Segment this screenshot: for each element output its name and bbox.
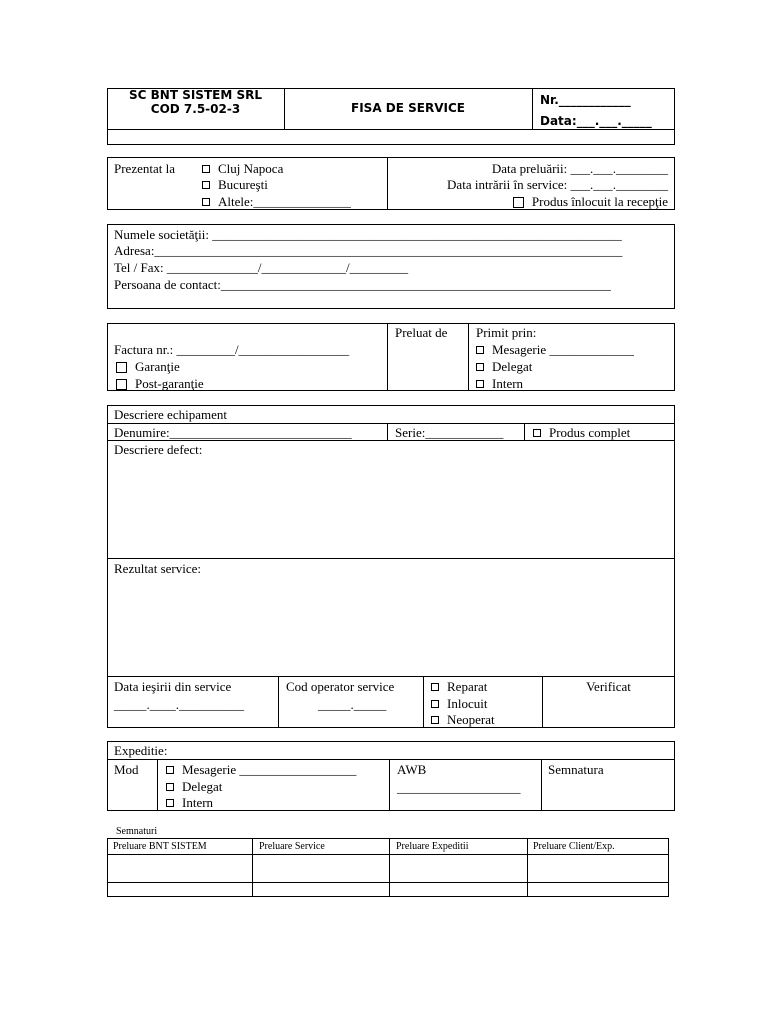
expeditie-divider bbox=[107, 759, 675, 760]
semnaturi-col-divider bbox=[527, 838, 528, 897]
tel-fax[interactable]: Tel / Fax: ______________/_____________/_________ bbox=[114, 260, 409, 275]
semnaturi-col-divider bbox=[389, 838, 390, 897]
semnaturi-divider bbox=[107, 882, 669, 883]
checkbox-icon[interactable] bbox=[476, 346, 484, 354]
primit-prin: Primit prin: bbox=[476, 325, 537, 340]
factura-divider bbox=[468, 323, 469, 391]
option-altele[interactable]: Altele:_______________ bbox=[202, 194, 351, 209]
echipament-col-divider bbox=[423, 676, 424, 728]
cod-operator-label: Cod operator service bbox=[286, 679, 395, 694]
checkbox-icon[interactable] bbox=[476, 380, 484, 388]
company-name: SC BNT SISTEM SRL bbox=[129, 88, 262, 102]
nr-field[interactable]: Nr.____________ bbox=[540, 93, 631, 107]
denumire[interactable]: Denumire:____________________________ bbox=[114, 425, 352, 440]
option-delegat[interactable]: Delegat bbox=[476, 359, 532, 374]
checkbox-icon[interactable] bbox=[202, 198, 210, 206]
checkbox-icon[interactable] bbox=[116, 362, 127, 373]
rezultat-service: Rezultat service: bbox=[114, 561, 201, 576]
checkbox-icon[interactable] bbox=[513, 197, 524, 208]
prezentat-divider bbox=[387, 157, 388, 210]
data-preluarii[interactable]: Data preluării: ___.___.________ bbox=[491, 161, 668, 176]
mod-label: Mod bbox=[114, 762, 139, 777]
awb-field[interactable]: ___________________ bbox=[397, 780, 521, 795]
echipament-col-divider bbox=[278, 676, 279, 728]
checkbox-icon[interactable] bbox=[431, 683, 439, 691]
prezentat-label: Prezentat la bbox=[114, 161, 175, 176]
expeditie-col-divider bbox=[389, 759, 390, 811]
descriere-defect: Descriere defect: bbox=[114, 442, 203, 457]
verificat: Verificat bbox=[586, 679, 631, 694]
semnaturi-col-divider bbox=[252, 838, 253, 897]
option-garantie[interactable]: Garanţie bbox=[116, 359, 180, 374]
checkbox-icon[interactable] bbox=[431, 716, 439, 724]
echipament-divider bbox=[107, 440, 675, 441]
semnaturi-col-header: Preluare Expeditii bbox=[396, 841, 469, 852]
semnatura-label: Semnatura bbox=[548, 762, 604, 777]
semnaturi-col-header: Preluare BNT SISTEM bbox=[113, 841, 207, 852]
produs-inlocuit[interactable]: Produs înlocuit la recepţie bbox=[513, 194, 668, 209]
checkbox-icon[interactable] bbox=[166, 766, 174, 774]
option-inlocuit[interactable]: Inlocuit bbox=[431, 696, 487, 711]
semnaturi-col-header: Preluare Client/Exp. bbox=[533, 841, 615, 852]
checkbox-icon[interactable] bbox=[533, 429, 541, 437]
echipament-divider bbox=[107, 676, 675, 677]
checkbox-icon[interactable] bbox=[166, 783, 174, 791]
data-iesirii-value[interactable]: _____.____.__________ bbox=[114, 697, 244, 712]
expeditie-col-divider bbox=[541, 759, 542, 811]
preluat-de: Preluat de bbox=[395, 325, 448, 340]
option-reparat[interactable]: Reparat bbox=[431, 679, 487, 694]
echipament-divider bbox=[107, 558, 675, 559]
checkbox-icon[interactable] bbox=[202, 181, 210, 189]
semnaturi-col-header: Preluare Service bbox=[259, 841, 325, 852]
data-iesirii-label: Data ieşirii din service bbox=[114, 679, 232, 694]
adresa[interactable]: Adresa:________________________________________________________________________ bbox=[114, 243, 623, 258]
checkbox-icon[interactable] bbox=[166, 799, 174, 807]
echipament-col-divider bbox=[387, 423, 388, 440]
header-col-divider bbox=[532, 88, 533, 129]
option-mesagerie[interactable]: Mesagerie _____________ bbox=[476, 342, 634, 357]
page-title: FISA DE SERVICE bbox=[351, 101, 465, 115]
data-intrarii[interactable]: Data intrării în service: ___.___.________ bbox=[447, 177, 668, 192]
exp-option-delegat[interactable]: Delegat bbox=[166, 779, 222, 794]
checkbox-icon[interactable] bbox=[116, 379, 127, 390]
option-intern[interactable]: Intern bbox=[476, 376, 523, 391]
factura-divider bbox=[387, 323, 388, 391]
form-code: COD 7.5-02-3 bbox=[150, 102, 241, 116]
nume-societate[interactable]: Numele societăţii: _______________________________________________________________ bbox=[114, 227, 622, 242]
expeditie-col-divider bbox=[157, 759, 158, 811]
factura-nr[interactable]: Factura nr.: _________/_________________ bbox=[114, 342, 350, 357]
data-field[interactable]: Data:___.___._____ bbox=[540, 114, 652, 128]
checkbox-icon[interactable] bbox=[202, 165, 210, 173]
option-produs-complet[interactable]: Produs complet bbox=[533, 425, 630, 440]
persoana-contact[interactable]: Persoana de contact:____________________________________________________________ bbox=[114, 277, 611, 292]
echipament-col-divider bbox=[524, 423, 525, 440]
checkbox-icon[interactable] bbox=[431, 700, 439, 708]
serie[interactable]: Serie:____________ bbox=[395, 425, 504, 440]
option-bucuresti[interactable]: Bucureşti bbox=[202, 177, 268, 192]
expeditie-title: Expeditie: bbox=[114, 743, 168, 758]
awb-label: AWB bbox=[397, 762, 427, 777]
echipament-title: Descriere echipament bbox=[114, 407, 227, 422]
semnaturi-title: Semnaturi bbox=[116, 826, 158, 837]
exp-option-mesagerie[interactable]: Mesagerie __________________ bbox=[166, 762, 356, 777]
option-post-garantie[interactable]: Post-garanţie bbox=[116, 376, 204, 391]
semnaturi-divider bbox=[107, 854, 669, 855]
echipament-divider bbox=[107, 423, 675, 424]
checkbox-icon[interactable] bbox=[476, 363, 484, 371]
header-divider bbox=[107, 129, 675, 130]
option-neoperat[interactable]: Neoperat bbox=[431, 712, 495, 727]
cod-operator-value[interactable]: _____._____ bbox=[318, 697, 387, 712]
option-cluj[interactable]: Cluj Napoca bbox=[202, 161, 283, 176]
exp-option-intern[interactable]: Intern bbox=[166, 795, 213, 810]
